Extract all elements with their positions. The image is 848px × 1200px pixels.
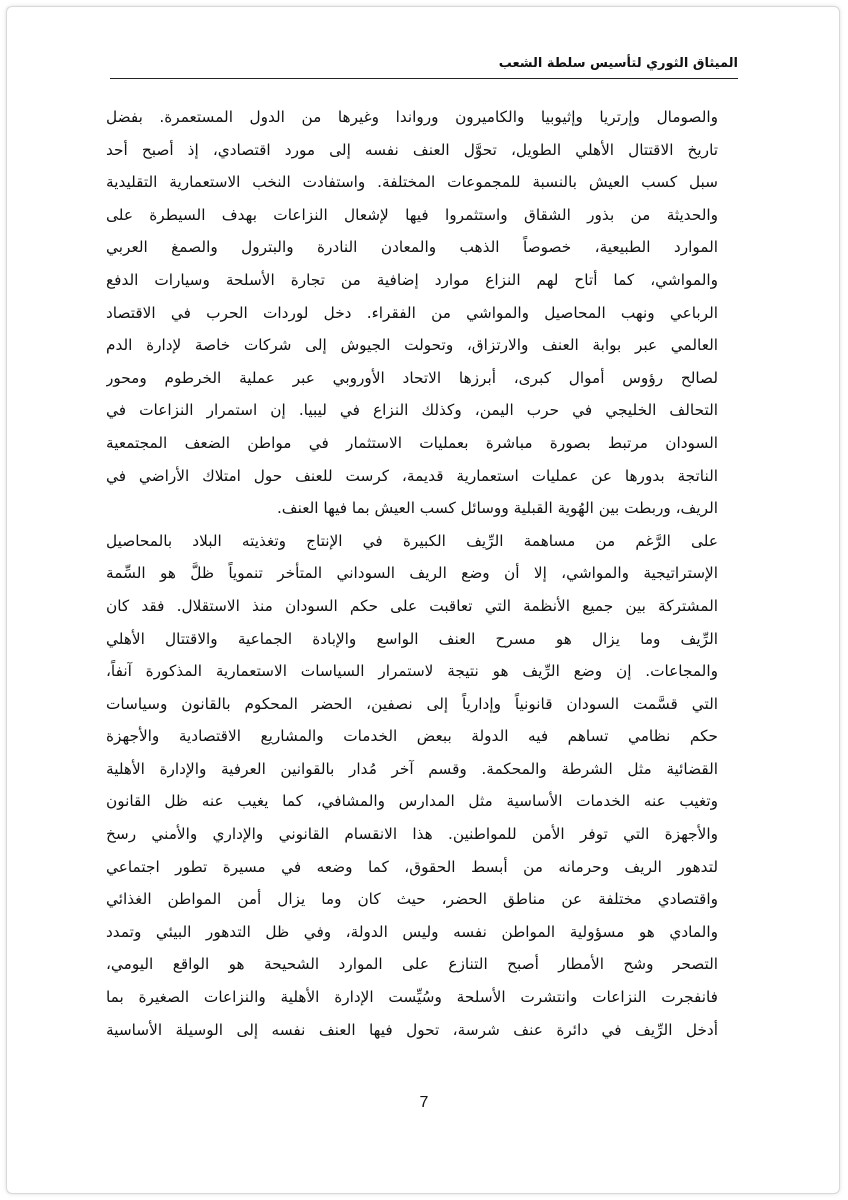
running-header: [110, 52, 738, 79]
text-line: العالمي عبر بوابة العنف والارتزاق، وتحولت الجيوش إلى شركات خاصة لإدارة الدم: [106, 336, 718, 355]
text-line: الموارد الطبيعية، خصوصاً الذهب والمعادن النادرة والبترول والصمغ العربي: [106, 238, 718, 257]
text-line: فانفجرت النزاعات وانتشرت الأسلحة وسُيِّست الإدارة الأهلية والنزاعات الصغيرة بما: [106, 988, 718, 1007]
text-line: والمجاعات. إن وضع الرِّيف هو نتيجة لاستمرار السياسات الاستعمارية المذكورة آنفاً،: [106, 662, 718, 681]
text-line: التصحر وشح الأمطار أصبح التنازع على الموارد الشحيحة هو الواقع اليومي،: [106, 955, 718, 974]
text-line: والأجهزة التي توفر الأمن للمواطنين. هذا الانقسام القانوني والإداري والأمني رسخ: [106, 825, 718, 844]
document-title: الميثاق الثوري لتأسيس سلطة الشعب: [498, 56, 738, 71]
text-line: تاريخ الاقتتال الأهلي الطويل، تحوَّل العنف نفسه إلى مورد اقتصادي، إذ أصبح أحد: [106, 140, 718, 159]
text-line: لتدهور الريف وحرمانه من أبسط الحقوق، كما وضعه في مسيرة تطور اجتماعي: [106, 857, 718, 876]
text-line: أدخل الرِّيف في دائرة عنف شرسة، تحول فيها العنف نفسه إلى الوسيلة الأساسية: [106, 1020, 718, 1039]
text-line: التحالف الخليجي في حرب اليمن، وكذلك النزاع في ليبيا. إن استمرار النزاعات في: [106, 401, 718, 420]
text-line: والمادي هو مسؤولية المواطن نفسه وليس الدولة، وفي ظل التدهور البيئي وتمدد: [106, 922, 718, 941]
text-line: سبل كسب العيش بالنسبة للمجموعات المختلفة. واستفادت النخب الاستعمارية التقليدية: [106, 173, 718, 192]
text-line: الإستراتيجية والمواشي، إلا أن وضع الريف السوداني المتأخر تنموياً ظلَّ هو السِّمة: [106, 564, 718, 583]
text-line: على الرَّغم من مساهمة الرِّيف الكبيرة في الإنتاج وتغذيته البلاد بالمحاصيل: [106, 531, 718, 550]
text-line: واقتصادي مختلفة عن مناطق الحضر، حيث كان وما يزال أمن المواطن الغذائي: [106, 890, 718, 909]
text-line: الرِّيف وما يزال هو مسرح العنف الواسع والإبادة الجماعية والاقتتال الأهلي: [106, 629, 718, 648]
text-line: والمواشي، كما أتاح لهم النزاع موارد إضافية من تجارة الأسلحة وسيارات الدفع: [106, 270, 718, 289]
body-text: [106, 101, 718, 1046]
text-line: الريف، وربطت بين الهُوية القبلية ووسائل كسب العيش بما فيها العنف.: [276, 499, 718, 518]
text-line: الناتجة بدورها عن عمليات استعمارية قديمة، كرست للعنف حول امتلاك الأراضي في: [106, 466, 718, 485]
text-line: القضائية مثل الشرطة والمحكمة. وقسم آخر مُدار بالقوانين العرفية والإدارة الأهلية: [106, 759, 718, 778]
page-number: 7: [419, 1094, 429, 1111]
text-line: التي قسَّمت السودان قانونياً وإدارياً إلى نصفين، الحضر المحكوم بالقانون وسياسات: [106, 694, 718, 713]
text-line: لصالح رؤوس أموال كبرى، أبرزها الاتحاد الأوروبي عبر عملية الخرطوم ومحور: [106, 368, 718, 387]
text-line: وتغيب عنه الخدمات الأساسية مثل المدارس والمشافي، كما يغيب عنه ظل القانون: [106, 792, 718, 811]
text-line: حكم نظامي تساهم فيه الدولة ببعض الخدمات والمشاريع الاقتصادية والأجهزة: [106, 727, 718, 746]
text-line: الرباعي ونهب المحاصيل والمواشي من الفقراء. دخل لوردات الحرب في الاقتصاد: [106, 303, 718, 322]
text-line: المشتركة بين جميع الأنظمة التي تعاقبت على حكم السودان منذ الاستقلال. فقد كان: [106, 596, 718, 615]
text-line: السودان مرتبط بصورة مباشرة بعمليات الاستثمار في مواطن الضعف المجتمعية: [106, 433, 718, 452]
text-line: والصومال وإرتريا وإثيوبيا والكاميرون ورواندا وغيرها من الدول المستعمرة. بفضل: [106, 108, 718, 126]
text-line: والحديثة من بذور الشقاق واستثمروا فيها لإشعال النزاعات بهدف السيطرة على: [106, 205, 718, 224]
